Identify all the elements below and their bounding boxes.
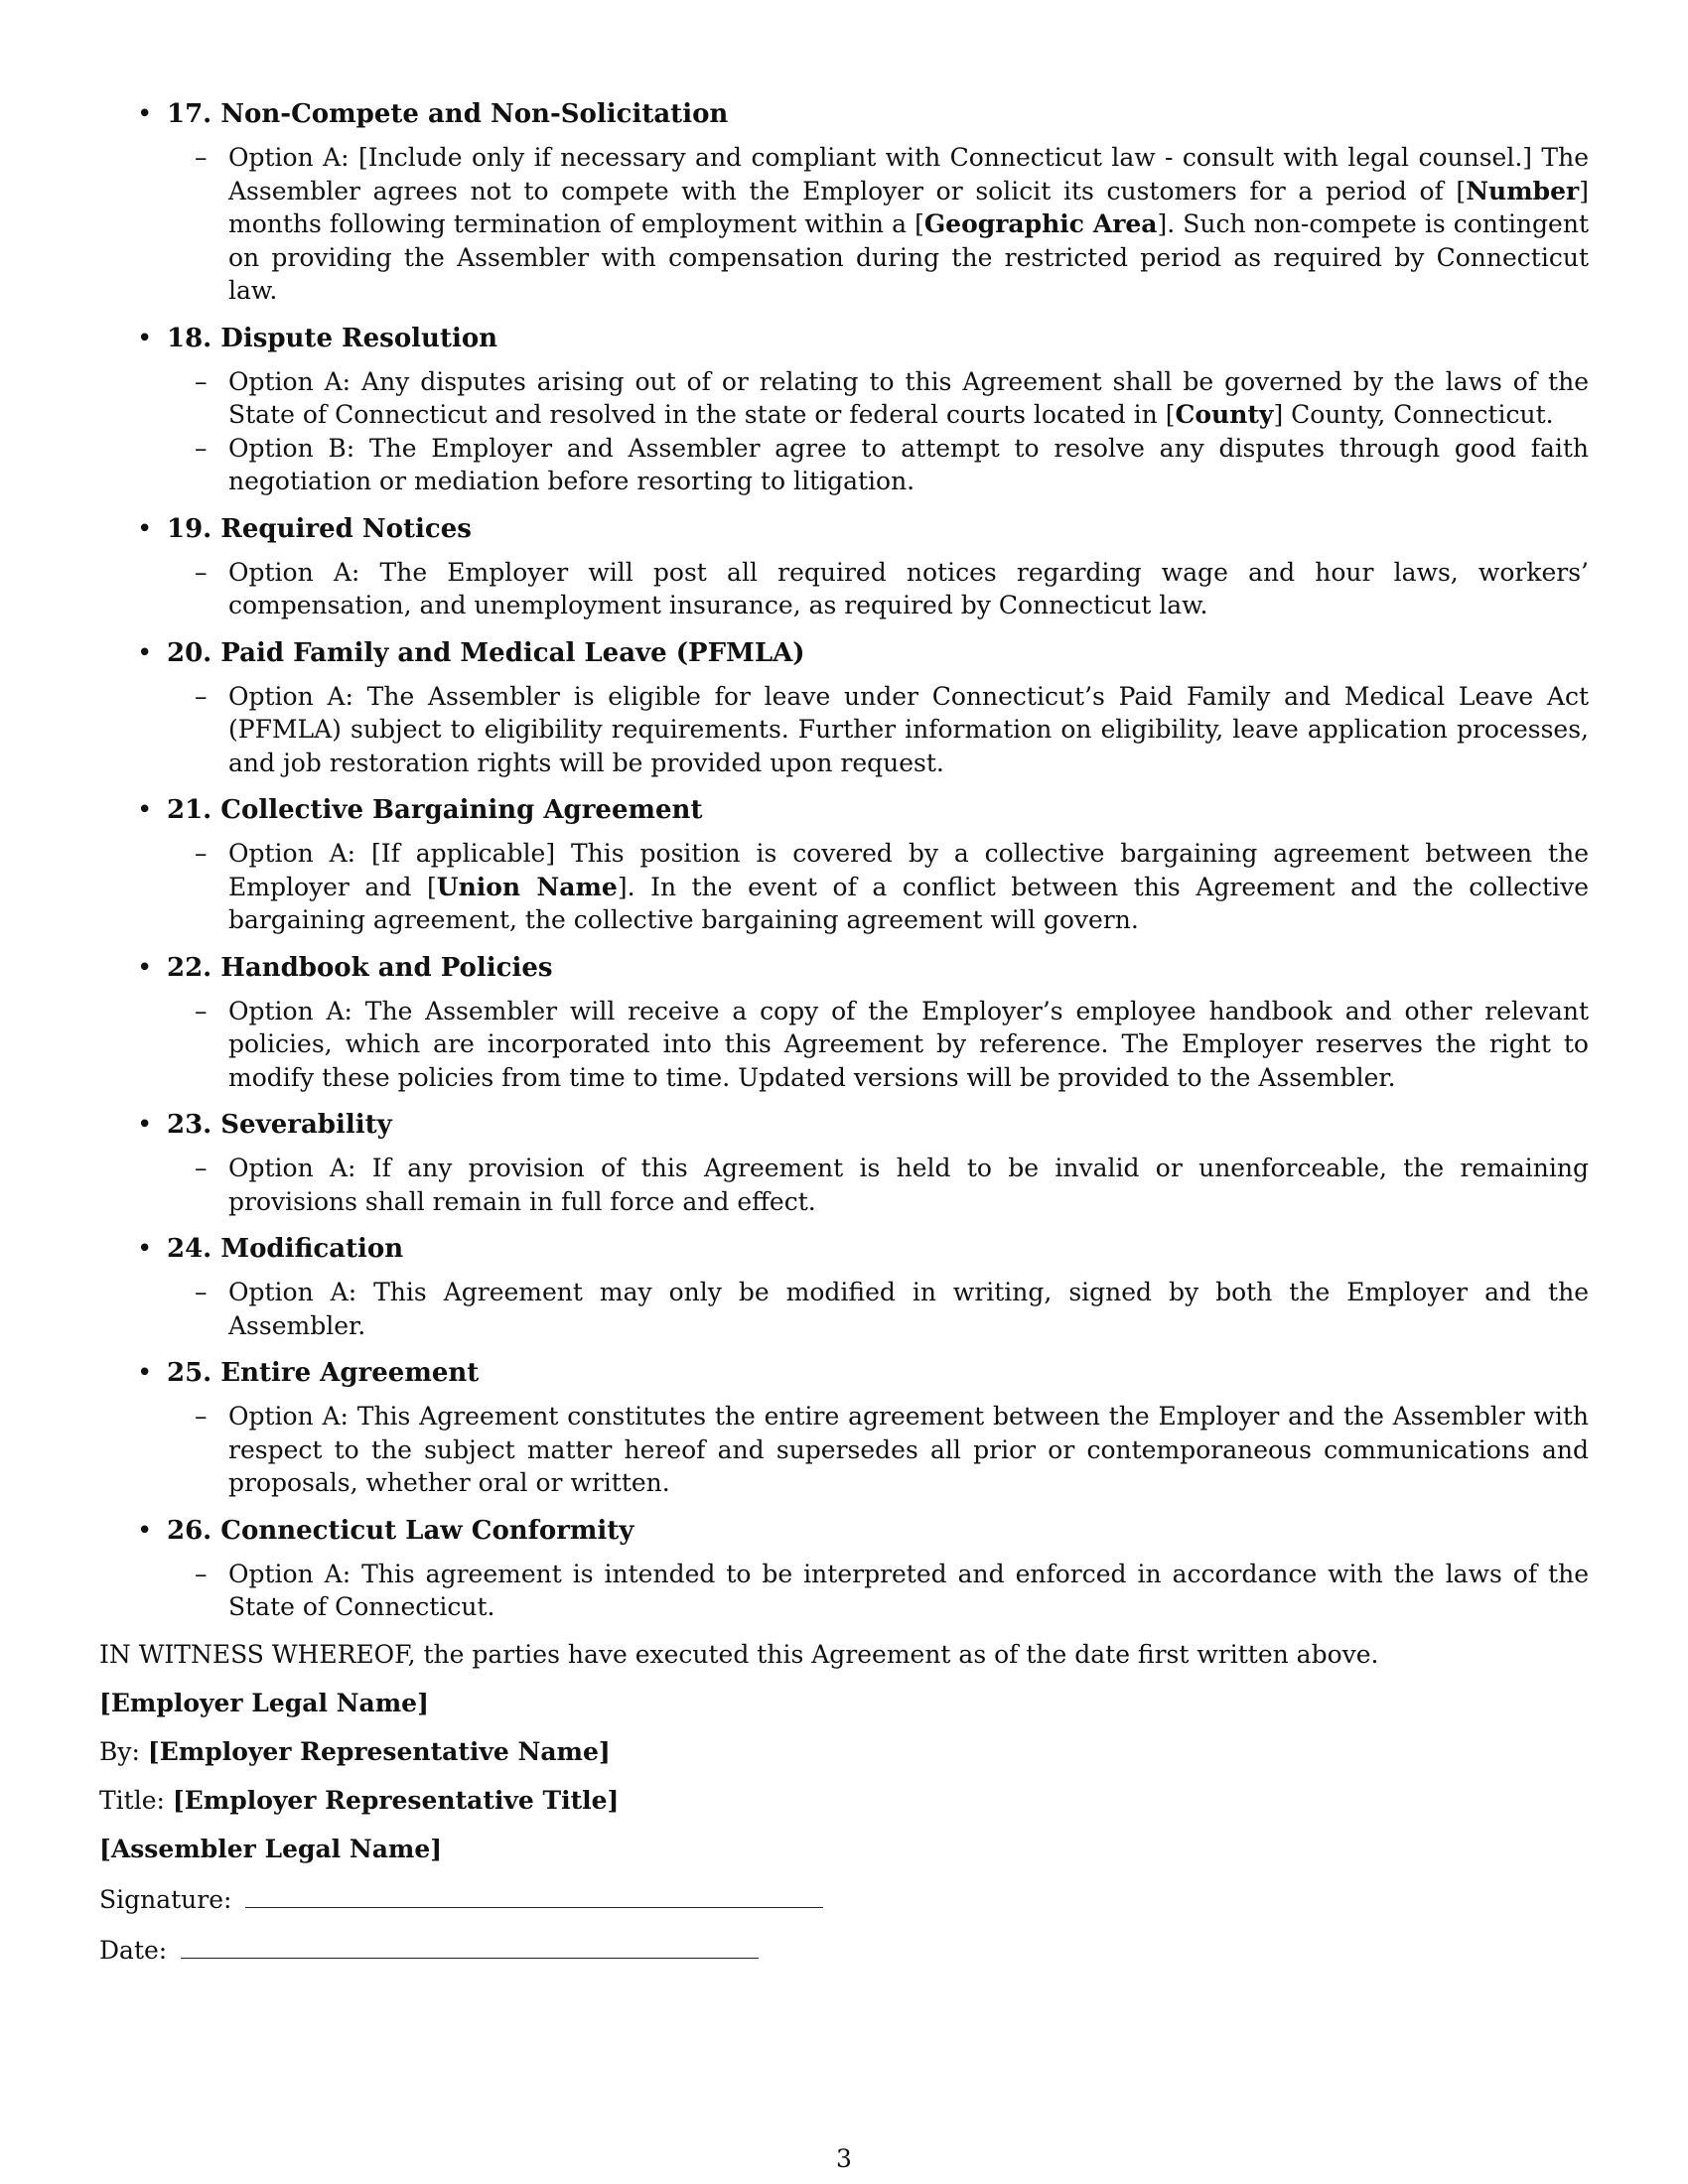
section-heading [99,951,1589,985]
dash-icon: – [195,996,208,1025]
dash-icon: – [195,143,208,172]
option-text: Option A: The Assembler will receive a copy of the Employer’s employee handbook and other relevant policies, which are incorporated into this Agreement by reference. The Employer reserves the right to modify these policies from time to time. Updated versions will be provided to the Assembler. [228,996,1589,1092]
section [99,512,1589,622]
dash-icon: – [195,557,208,587]
placeholder-field: Union Name [436,872,618,901]
option-text: ]. In the event of a conflict between this Agreement and the collective bargaining agreement, the collective bargaining agreement will govern. [228,872,1589,934]
option-item [99,680,1589,780]
section-heading-text: 17. Non-Compete and Non-Solicitation [167,99,729,129]
option-list [99,837,1589,937]
option-list [99,680,1589,780]
option-list [99,141,1589,308]
section-heading-text: 25. Entire Agreement [167,1358,480,1388]
section-heading [99,1356,1589,1390]
section-heading-text: 19. Required Notices [167,513,472,544]
option-item [99,1400,1589,1500]
employer-representative-title: [Employer Representative Title] [172,1785,620,1815]
option-text: Option A: The Employer will post all required notices regarding wage and hour laws, workers’ compensation, and unemployment insurance, as required by Connecticut law. [228,557,1589,619]
option-item [99,432,1589,498]
bullet-icon: • [137,323,153,353]
option-text: ] County, Connecticut. [1273,400,1554,429]
section-heading [99,512,1589,546]
option-text: Option B: The Employer and Assembler agree to attempt to resolve any disputes through good faith negotiation or mediation before resorting to litigation. [228,433,1589,495]
dash-icon: – [195,681,208,711]
section [99,793,1589,937]
section [99,322,1589,498]
option-text: Option A: [Include only if necessary and compliant with Connecticut law - consult with legal counsel.] The Assembler agrees not to compete with the Employer or solicit its customers for a period of [ [228,143,1589,205]
dash-icon: – [195,1559,208,1588]
date-label: Date: [99,1935,168,1965]
option-item [99,837,1589,937]
section [99,1356,1589,1500]
option-list [99,1400,1589,1500]
placeholder-field: County [1175,400,1274,429]
option-text: ]. Such non-compete is contingent on providing the Assembler with compensation during the restricted period as required by Connecticut law. [228,209,1589,305]
employer-legal-name: [Employer Legal Name] [99,1688,429,1717]
section-heading-text: 22. Handbook and Policies [167,952,553,983]
bullet-icon: • [137,637,153,668]
employer-by-line [99,1735,1589,1769]
bullet-icon: • [137,1234,153,1264]
option-list [99,995,1589,1095]
bullet-icon: • [137,1358,153,1388]
bullet-icon: • [137,1515,153,1546]
option-list [99,1276,1589,1342]
by-label: By: [99,1736,140,1766]
section-heading [99,636,1589,670]
page-number: 3 [836,2144,852,2173]
section-heading [99,1108,1589,1142]
section-heading-text: 23. Severability [167,1110,392,1140]
bullet-icon: • [137,1110,153,1140]
option-item [99,365,1589,432]
section-heading-text: 20. Paid Family and Medical Leave (PFMLA) [167,637,805,668]
option-item [99,141,1589,308]
date-blank[interactable] [181,1932,759,1959]
bullet-icon: • [137,952,153,983]
bullet-icon: • [137,795,153,825]
option-text: Option A: This Agreement may only be modified in writing, signed by both the Employer and the Assembler. [228,1278,1589,1340]
witness-statement: IN WITNESS WHEREOF, the parties have executed this Agreement as of the date first written above. [99,1639,1379,1669]
option-item [99,995,1589,1095]
section-heading [99,97,1589,131]
dash-icon: – [195,1278,208,1306]
section-heading [99,1232,1589,1266]
section-heading-text: 26. Connecticut Law Conformity [167,1515,634,1546]
document-page [99,97,1589,1968]
placeholder-field: Number [1466,176,1580,205]
option-item [99,556,1589,622]
employer-title-line [99,1784,1589,1818]
option-text: Option A: Any disputes arising out of or relating to this Agreement shall be governed by the laws of the State of Connecticut and resolved in the state or federal courts located in [ [228,366,1589,429]
section [99,97,1589,308]
option-list [99,556,1589,622]
dash-icon: – [195,366,208,396]
option-list [99,1152,1589,1218]
signature-blank[interactable] [245,1881,823,1908]
section [99,1232,1589,1342]
dash-icon: – [195,1154,208,1182]
section [99,1108,1589,1218]
date-line [99,1932,1589,1968]
option-item [99,1558,1589,1624]
section-list [99,97,1589,1624]
section [99,951,1589,1095]
section-heading [99,322,1589,355]
option-text: Option A: This agreement is intended to be interpreted and enforced in accordance with the laws of the State of Connecticut. [228,1559,1589,1621]
placeholder-field: Geographic Area [923,209,1158,238]
option-item [99,1152,1589,1218]
signature-line [99,1881,1589,1917]
assembler-legal-name: [Assembler Legal Name] [99,1834,443,1863]
signature-label: Signature: [99,1884,232,1914]
option-item [99,1276,1589,1342]
option-list [99,365,1589,498]
dash-icon: – [195,433,208,463]
option-text: Option A: [If applicable] This position is covered by a collective bargaining agreement between the Employer and [ [228,839,1589,901]
section [99,636,1589,780]
option-text: Option A: This Agreement constitutes the entire agreement between the Employer and the Assembler with respect to the subject matter hereof and supersedes all prior or contemporaneous communications and proposals, whether oral or written. [228,1402,1589,1497]
section-heading [99,1514,1589,1548]
option-text: ] months following termination of employment within a [ [228,176,1589,238]
section-heading-text: 24. Modification [167,1234,404,1264]
section [99,1514,1589,1624]
option-text: Option A: The Assembler is eligible for leave under Connecticut’s Paid Family and Medical Leave Act (PFMLA) subject to eligibility requirements. Further information on eligibility, leave application processes, and job restoration rights will be provided upon request. [228,681,1589,777]
section-heading [99,793,1589,827]
title-label: Title: [99,1785,165,1815]
dash-icon: – [195,1402,208,1431]
bullet-icon: • [137,99,153,129]
employer-representative-name: [Employer Representative Name] [147,1736,611,1766]
bullet-icon: • [137,513,153,544]
dash-icon: – [195,839,208,868]
section-heading-text: 18. Dispute Resolution [167,323,498,353]
option-text: Option A: If any provision of this Agreement is held to be invalid or unenforceable, the remaining provisions shall remain in full force and effect. [228,1154,1589,1216]
section-heading-text: 21. Collective Bargaining Agreement [167,795,703,825]
option-list [99,1558,1589,1624]
